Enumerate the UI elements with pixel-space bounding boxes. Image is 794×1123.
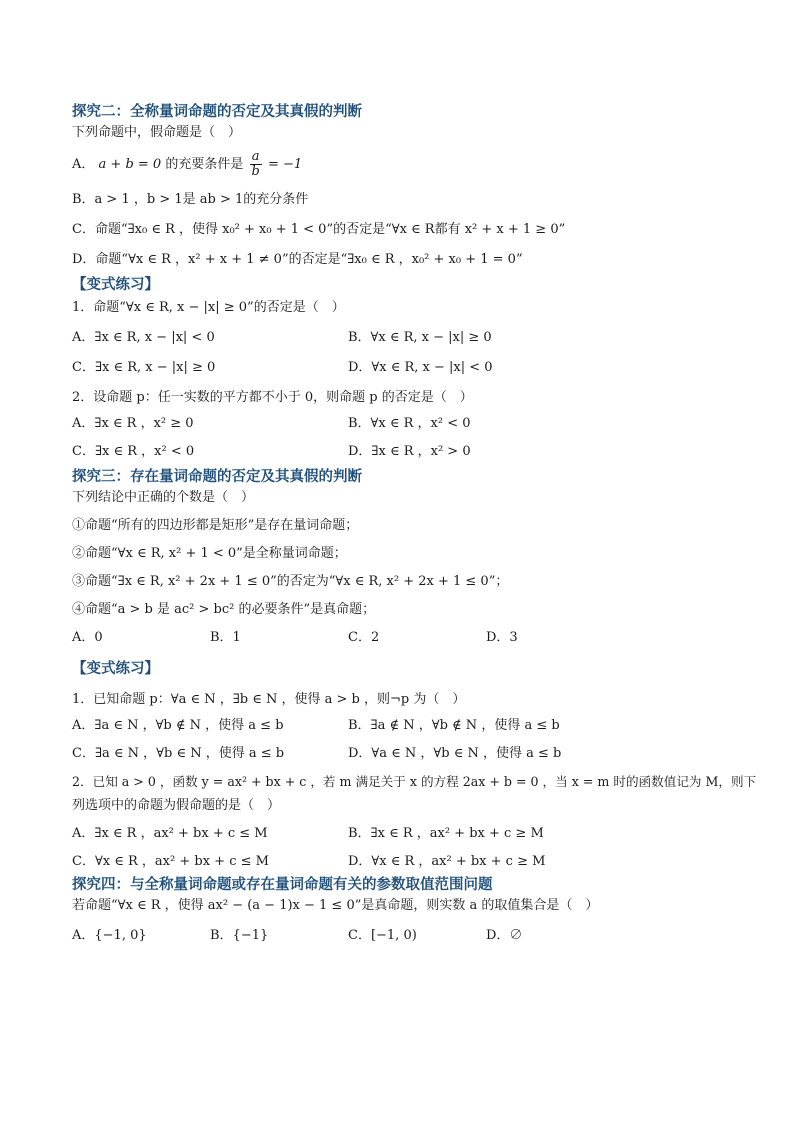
exercise-label: 【变式练习】: [72, 277, 159, 293]
option-d: D．命题“∀x ∈ R ，x² + x + 1 ≠ 0”的否定是“∃x₀ ∈ R ，x₀² + x₀ + 1 = 0”: [72, 252, 523, 267]
option-c: C．2: [348, 630, 380, 645]
document-page: [72, 96, 757, 945]
exercise-question-1: 1．命题“∀x ∈ R, x − |x| ≥ 0”的否定是（ ）: [72, 300, 345, 315]
fraction: [250, 150, 262, 179]
options-row: [72, 853, 732, 871]
option-b: B．{−1}: [210, 928, 269, 943]
section-heading-4: 探究四：与全称量词命题或存在量词命题有关的参数取值范围问题: [72, 877, 493, 893]
question-stem: 下列结论中正确的个数是（ ）: [72, 490, 255, 505]
option-a: A．{−1, 0}: [72, 928, 147, 943]
options-row: [72, 717, 732, 735]
option-b: B．1: [210, 630, 241, 645]
options-row: [72, 415, 732, 433]
statement-1: ①命题“所有的四边形都是矩形”是存在量词命题；: [72, 518, 359, 533]
option-d: D．∃x ∈ R ，x² > 0: [348, 444, 471, 459]
options-row: [72, 825, 732, 843]
statement-2: ②命题“∀x ∈ R, x² + 1 < 0”是全称量词命题；: [72, 546, 347, 561]
option-b: B．∃a ∉ N ，∀b ∉ N ，使得 a ≤ b: [348, 718, 560, 733]
option-d: D．∀a ∈ N ，∀b ∈ N ，使得 a ≤ b: [348, 746, 562, 761]
option-d: D．∀x ∈ R, x − |x| < 0: [348, 360, 493, 375]
options-row: [72, 745, 732, 763]
exercise-label: 【变式练习】: [72, 661, 159, 677]
exercise-question-2-line-2: 列选项中的命题为假命题的是（ ）: [72, 798, 281, 813]
fraction-denominator: b: [251, 164, 260, 179]
options-row: [72, 359, 732, 377]
option-a-math: a + b = 0: [98, 157, 162, 172]
option-a-mid: 的充要条件是: [165, 157, 244, 172]
statement-4: ④命题“a > b 是 ac² > bc² 的必要条件”是真命题；: [72, 602, 376, 617]
option-a: [72, 150, 732, 179]
option-c: C．∃a ∈ N ，∀b ∈ N ，使得 a ≤ b: [72, 746, 285, 761]
option-d: D．∀x ∈ R ，ax² + bx + c ≥ M: [348, 854, 546, 869]
option-c: C．∀x ∈ R ，ax² + bx + c ≤ M: [72, 854, 269, 869]
option-a: A．0: [72, 630, 103, 645]
section-heading-3: 探究三：存在量词命题的否定及其真假的判断: [72, 469, 362, 485]
option-a-prefix: A．: [72, 157, 95, 172]
option-a: A．∃x ∈ R, x − |x| < 0: [72, 330, 215, 345]
statement-3: ③命题“∃x ∈ R, x² + 2x + 1 ≤ 0”的否定为“∀x ∈ R, x² + 2x + 1 ≤ 0”；: [72, 574, 509, 589]
question-stem: 若命题“∀x ∈ R ，使得 ax² − (a − 1)x − 1 ≤ 0”是真命题，则实数 a 的取值集合是（ ）: [72, 898, 599, 913]
option-b: B．∃x ∈ R ，ax² + bx + c ≥ M: [348, 826, 544, 841]
exercise-question-1: 1．已知命题 p：∀a ∈ N ，∃b ∈ N ，使得 a > b ，则¬p 为（ ）: [72, 692, 466, 707]
option-a: A．∃x ∈ R ，x² ≥ 0: [72, 416, 194, 431]
options-row: [72, 443, 732, 461]
option-c: C．∃x ∈ R, x − |x| ≥ 0: [72, 360, 216, 375]
option-b: B．∀x ∈ R, x − |x| ≥ 0: [348, 330, 492, 345]
option-a-tail: = −1: [267, 157, 303, 172]
options-row: [72, 927, 732, 945]
option-c: C．[−1, 0): [348, 928, 417, 943]
option-b: B．∀x ∈ R ，x² < 0: [348, 416, 471, 431]
option-d: D．3: [486, 630, 518, 645]
option-d: D．∅: [486, 928, 523, 943]
option-a: A．∃a ∈ N ，∀b ∉ N ，使得 a ≤ b: [72, 718, 284, 733]
section-heading-2: 探究二：全称量词命题的否定及其真假的判断: [72, 104, 362, 120]
options-row: [72, 329, 732, 347]
question-stem: 下列命题中，假命题是（ ）: [72, 125, 242, 140]
option-c: C．命题“∃x₀ ∈ R ，使得 x₀² + x₀ + 1 < 0”的否定是“∀x ∈ R都有 x² + x + 1 ≥ 0”: [72, 222, 566, 237]
option-c: C．∃x ∈ R ，x² < 0: [72, 444, 195, 459]
exercise-question-2-line-1: 2．已知 a > 0 ，函数 y = ax² + bx + c ，若 m 满足关于 x 的方程 2ax + b = 0 ，当 x = m 时的函数值记为 M，则下: [72, 774, 757, 789]
option-b: B．a > 1 ，b > 1是 ab > 1的充分条件: [72, 192, 309, 207]
fraction-numerator: a: [251, 149, 260, 164]
exercise-question-2: 2．设命题 p：任一实数的平方都不小于 0，则命题 p 的否定是（ ）: [72, 390, 473, 405]
option-a: A．∃x ∈ R ，ax² + bx + c ≤ M: [72, 826, 268, 841]
options-row: [72, 629, 732, 647]
